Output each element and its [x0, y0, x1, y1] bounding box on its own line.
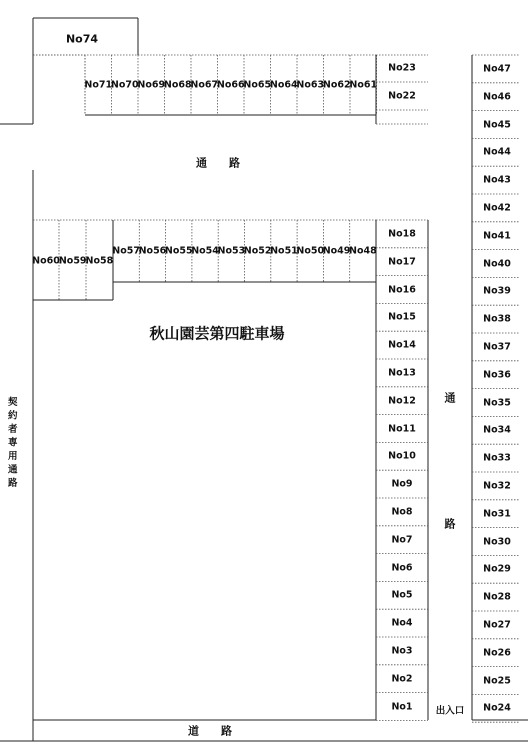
entrance-label: 出入口: [435, 705, 465, 717]
space-label-no11: No11: [388, 422, 416, 434]
space-label-no22: No22: [388, 90, 416, 102]
space-label-no53: No53: [217, 245, 246, 257]
space-label-no63: No63: [296, 79, 325, 91]
space-label-no41: No41: [483, 229, 511, 241]
space-label-no7: No7: [391, 533, 413, 545]
space-label-no33: No33: [483, 452, 511, 464]
space-label-no48: No48: [348, 245, 377, 257]
space-label-no65: No65: [243, 79, 272, 91]
space-label-no5: No5: [391, 589, 413, 601]
space-label-no31: No31: [483, 507, 511, 519]
space-label-no64: No64: [269, 79, 298, 91]
space-label-no36: No36: [483, 368, 511, 380]
space-label-no2: No2: [391, 672, 413, 684]
space-label-no3: No3: [391, 645, 413, 657]
space-label-no46: No46: [483, 90, 511, 102]
space-label-no35: No35: [483, 396, 511, 408]
space-label-no52: No52: [243, 245, 272, 257]
space-label-no39: No39: [483, 285, 511, 297]
space-label-no45: No45: [483, 118, 511, 130]
space-label-no6: No6: [391, 561, 413, 573]
space-label-no61: No61: [349, 79, 378, 91]
space-label-no4: No4: [391, 617, 413, 629]
space-label-no66: No66: [216, 79, 245, 91]
space-label-no42: No42: [483, 202, 511, 214]
space-label-no51: No51: [270, 245, 298, 257]
space-label-no47: No47: [483, 63, 511, 75]
space-label-no56: No56: [138, 245, 167, 257]
space-label-no67: No67: [190, 79, 219, 91]
space-label-no10: No10: [388, 450, 416, 462]
space-label-no50: No50: [296, 245, 325, 257]
space-label-no9: No9: [391, 478, 413, 490]
space-label-no28: No28: [483, 591, 511, 603]
space-label-no12: No12: [388, 394, 416, 406]
top-box-label: No74: [65, 32, 99, 46]
space-label-no58: No58: [85, 255, 114, 267]
space-label-no25: No25: [483, 674, 511, 686]
space-label-no13: No13: [388, 367, 416, 379]
space-label-no16: No16: [388, 283, 416, 295]
space-label-no30: No30: [483, 535, 511, 547]
space-label-no62: No62: [322, 79, 351, 91]
space-label-no32: No32: [483, 480, 511, 492]
space-label-no69: No69: [137, 79, 166, 91]
space-label-no24: No24: [483, 702, 511, 714]
space-label-no44: No44: [483, 146, 511, 158]
space-label-no49: No49: [322, 245, 351, 257]
space-label-no1: No1: [391, 700, 413, 712]
space-label-no34: No34: [483, 424, 511, 436]
space-label-no17: No17: [388, 255, 416, 267]
lot-title: 秋山園芸第四駐車場: [149, 324, 285, 343]
space-label-no68: No68: [163, 79, 192, 91]
corridor-label-bottom: 路: [444, 517, 456, 531]
space-label-no70: No70: [110, 79, 139, 91]
space-label-no60: No60: [32, 255, 60, 267]
space-label-no29: No29: [483, 563, 511, 575]
space-label-no23: No23: [388, 62, 416, 74]
space-label-no55: No55: [164, 245, 193, 257]
road-label-bottom: 道 路: [188, 724, 232, 738]
space-label-no37: No37: [483, 341, 511, 353]
space-label-no57: No57: [112, 245, 140, 257]
space-label-no59: No59: [58, 255, 87, 267]
space-label-no54: No54: [191, 245, 219, 257]
space-label-no8: No8: [391, 506, 413, 518]
space-label-no38: No38: [483, 313, 511, 325]
space-label-no71: No71: [84, 79, 113, 91]
corridor-label-top: 通: [444, 391, 456, 405]
space-label-no26: No26: [483, 646, 511, 658]
road-label-mid: 通 路: [196, 156, 240, 170]
space-label-no18: No18: [388, 228, 416, 240]
space-label-no14: No14: [388, 339, 416, 351]
space-label-no15: No15: [388, 311, 416, 323]
space-label-no27: No27: [483, 619, 511, 631]
space-label-no43: No43: [483, 174, 511, 186]
space-label-no40: No40: [483, 257, 511, 269]
left-path-label: 契約者専用通路: [5, 396, 17, 492]
